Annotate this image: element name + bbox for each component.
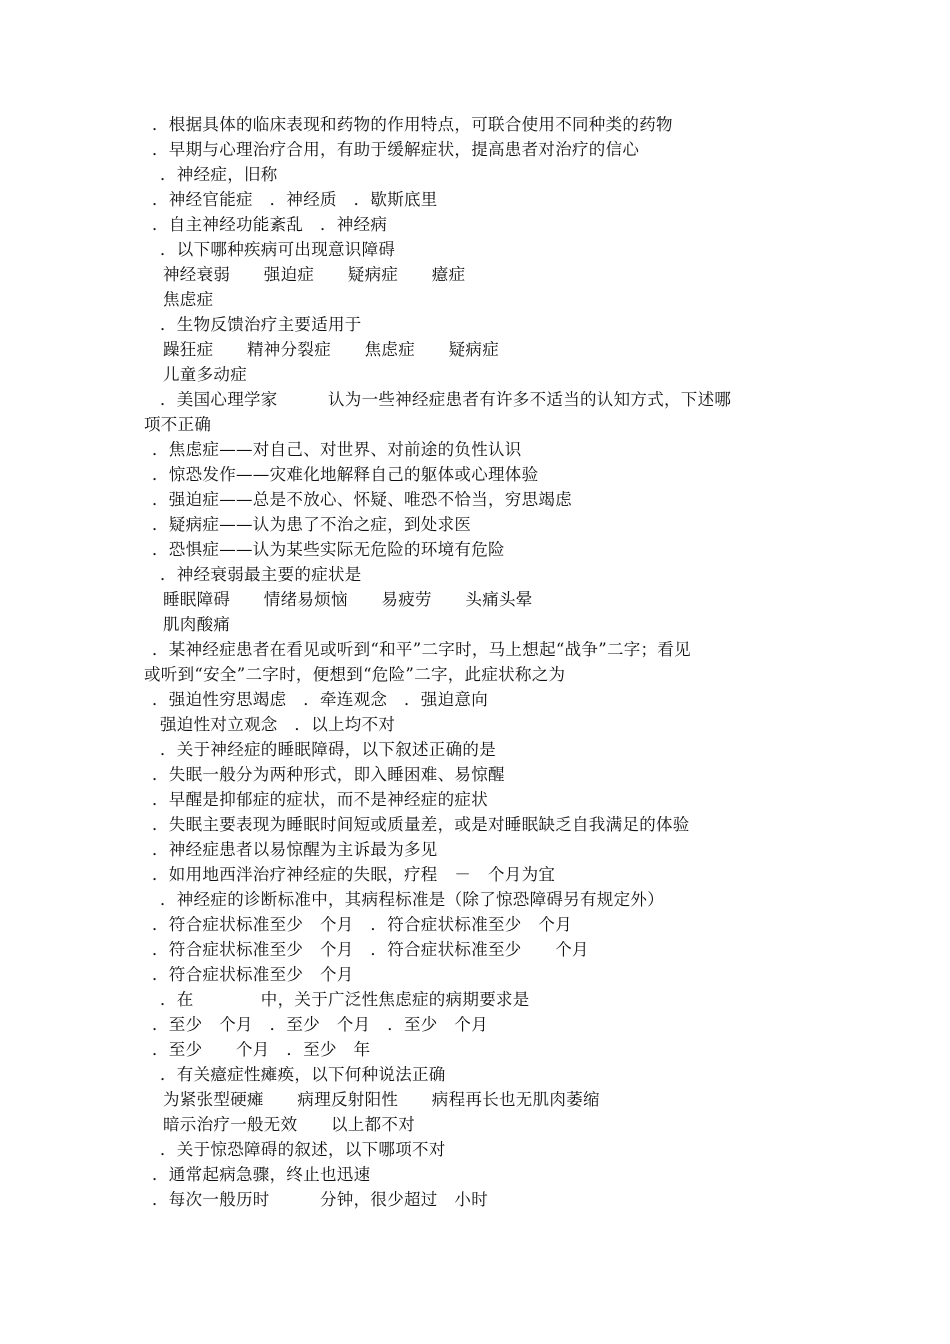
text-line: ．如用地西泮治疗神经症的失眠，疗程 － 个月为宜 bbox=[152, 865, 556, 884]
text-line: ．关于神经症的睡眠障碍，以下叙述正确的是 bbox=[160, 740, 496, 759]
text-line: 睡眠障碍 情绪易烦恼 易疲劳 头痛头晕 bbox=[163, 590, 533, 609]
text-line: ．强迫症——总是不放心、怀疑、唯恐不恰当，穷思竭虑 bbox=[152, 490, 572, 509]
text-line: 强迫性对立观念 ．以上均不对 bbox=[160, 715, 396, 734]
text-line: ．符合症状标准至少 个月 bbox=[152, 965, 354, 984]
text-line: ．失眠一般分为两种形式，即入睡困难、易惊醒 bbox=[152, 765, 505, 784]
text-line: ．神经衰弱最主要的症状是 bbox=[160, 565, 362, 584]
text-line: ．有关癔症性瘫痪，以下何种说法正确 bbox=[160, 1065, 446, 1084]
text-line: ．强迫性穷思竭虑 ．牵连观念 ．强迫意向 bbox=[152, 690, 488, 709]
text-line: ．自主神经功能紊乱 ．神经病 bbox=[152, 215, 388, 234]
text-line: ．根据具体的临床表现和药物的作用特点，可联合使用不同种类的药物 bbox=[152, 115, 673, 134]
text-line: ．早醒是抑郁症的症状，而不是神经症的症状 bbox=[152, 790, 488, 809]
text-line: 暗示治疗一般无效 以上都不对 bbox=[163, 1115, 415, 1134]
text-line: ．惊恐发作——灾难化地解释自己的躯体或心理体验 bbox=[152, 465, 539, 484]
text-line: ．恐惧症——认为某些实际无危险的环境有危险 bbox=[152, 540, 505, 559]
text-line: 儿童多动症 bbox=[163, 365, 247, 384]
text-line: ．神经官能症 ．神经质 ．歇斯底里 bbox=[152, 190, 438, 209]
text-line: ．每次一般历时 分钟，很少超过 小时 bbox=[152, 1190, 488, 1209]
text-line: 神经衰弱 强迫症 疑病症 癔症 bbox=[163, 265, 466, 284]
text-line: ．焦虑症——对自己、对世界、对前途的负性认识 bbox=[152, 440, 522, 459]
text-line: ．至少 个月 ．至少 个月 ．至少 个月 bbox=[152, 1015, 488, 1034]
text-line: ．早期与心理治疗合用，有助于缓解症状，提高患者对治疗的信心 bbox=[152, 140, 640, 159]
text-line: 项不正确 bbox=[144, 415, 212, 434]
text-line: ．关于惊恐障碍的叙述，以下哪项不对 bbox=[160, 1140, 446, 1159]
text-line: ．符合症状标准至少 个月 ．符合症状标准至少 个月 bbox=[152, 915, 572, 934]
text-line: ．美国心理学家 认为一些神经症患者有许多不适当的认知方式，下述哪 bbox=[160, 390, 732, 409]
text-line: ．以下哪种疾病可出现意识障碍 bbox=[160, 240, 396, 259]
text-line: ．某神经症患者在看见或听到“和平”二字时，马上想起“战争”二字；看见 bbox=[152, 640, 691, 659]
text-line: ．神经症，旧称 bbox=[160, 165, 278, 184]
text-line: ．疑病症——认为患了不治之症，到处求医 bbox=[152, 515, 472, 534]
text-line: ．至少 个月 ．至少 年 bbox=[152, 1040, 371, 1059]
text-line: 躁狂症 精神分裂症 焦虑症 疑病症 bbox=[163, 340, 499, 359]
text-line: ．神经症的诊断标准中，其病程标准是（除了惊恐障碍另有规定外） bbox=[160, 890, 664, 909]
text-line: 为紧张型硬瘫 病理反射阳性 病程再长也无肌肉萎缩 bbox=[163, 1090, 600, 1109]
text-line: ．神经症患者以易惊醒为主诉最为多见 bbox=[152, 840, 438, 859]
text-line: ．在 中，关于广泛性焦虑症的病期要求是 bbox=[160, 990, 530, 1009]
text-line: 焦虑症 bbox=[163, 290, 214, 309]
text-line: ．生物反馈治疗主要适用于 bbox=[160, 315, 362, 334]
text-line: 或听到“安全”二字时，便想到“危险”二字，此症状称之为 bbox=[144, 665, 566, 684]
text-line: ．失眠主要表现为睡眠时间短或质量差，或是对睡眠缺乏自我满足的体验 bbox=[152, 815, 690, 834]
text-line: ．符合症状标准至少 个月 ．符合症状标准至少 个月 bbox=[152, 940, 589, 959]
text-line: ．通常起病急骤，终止也迅速 bbox=[152, 1165, 371, 1184]
text-line: 肌肉酸痛 bbox=[163, 615, 231, 634]
